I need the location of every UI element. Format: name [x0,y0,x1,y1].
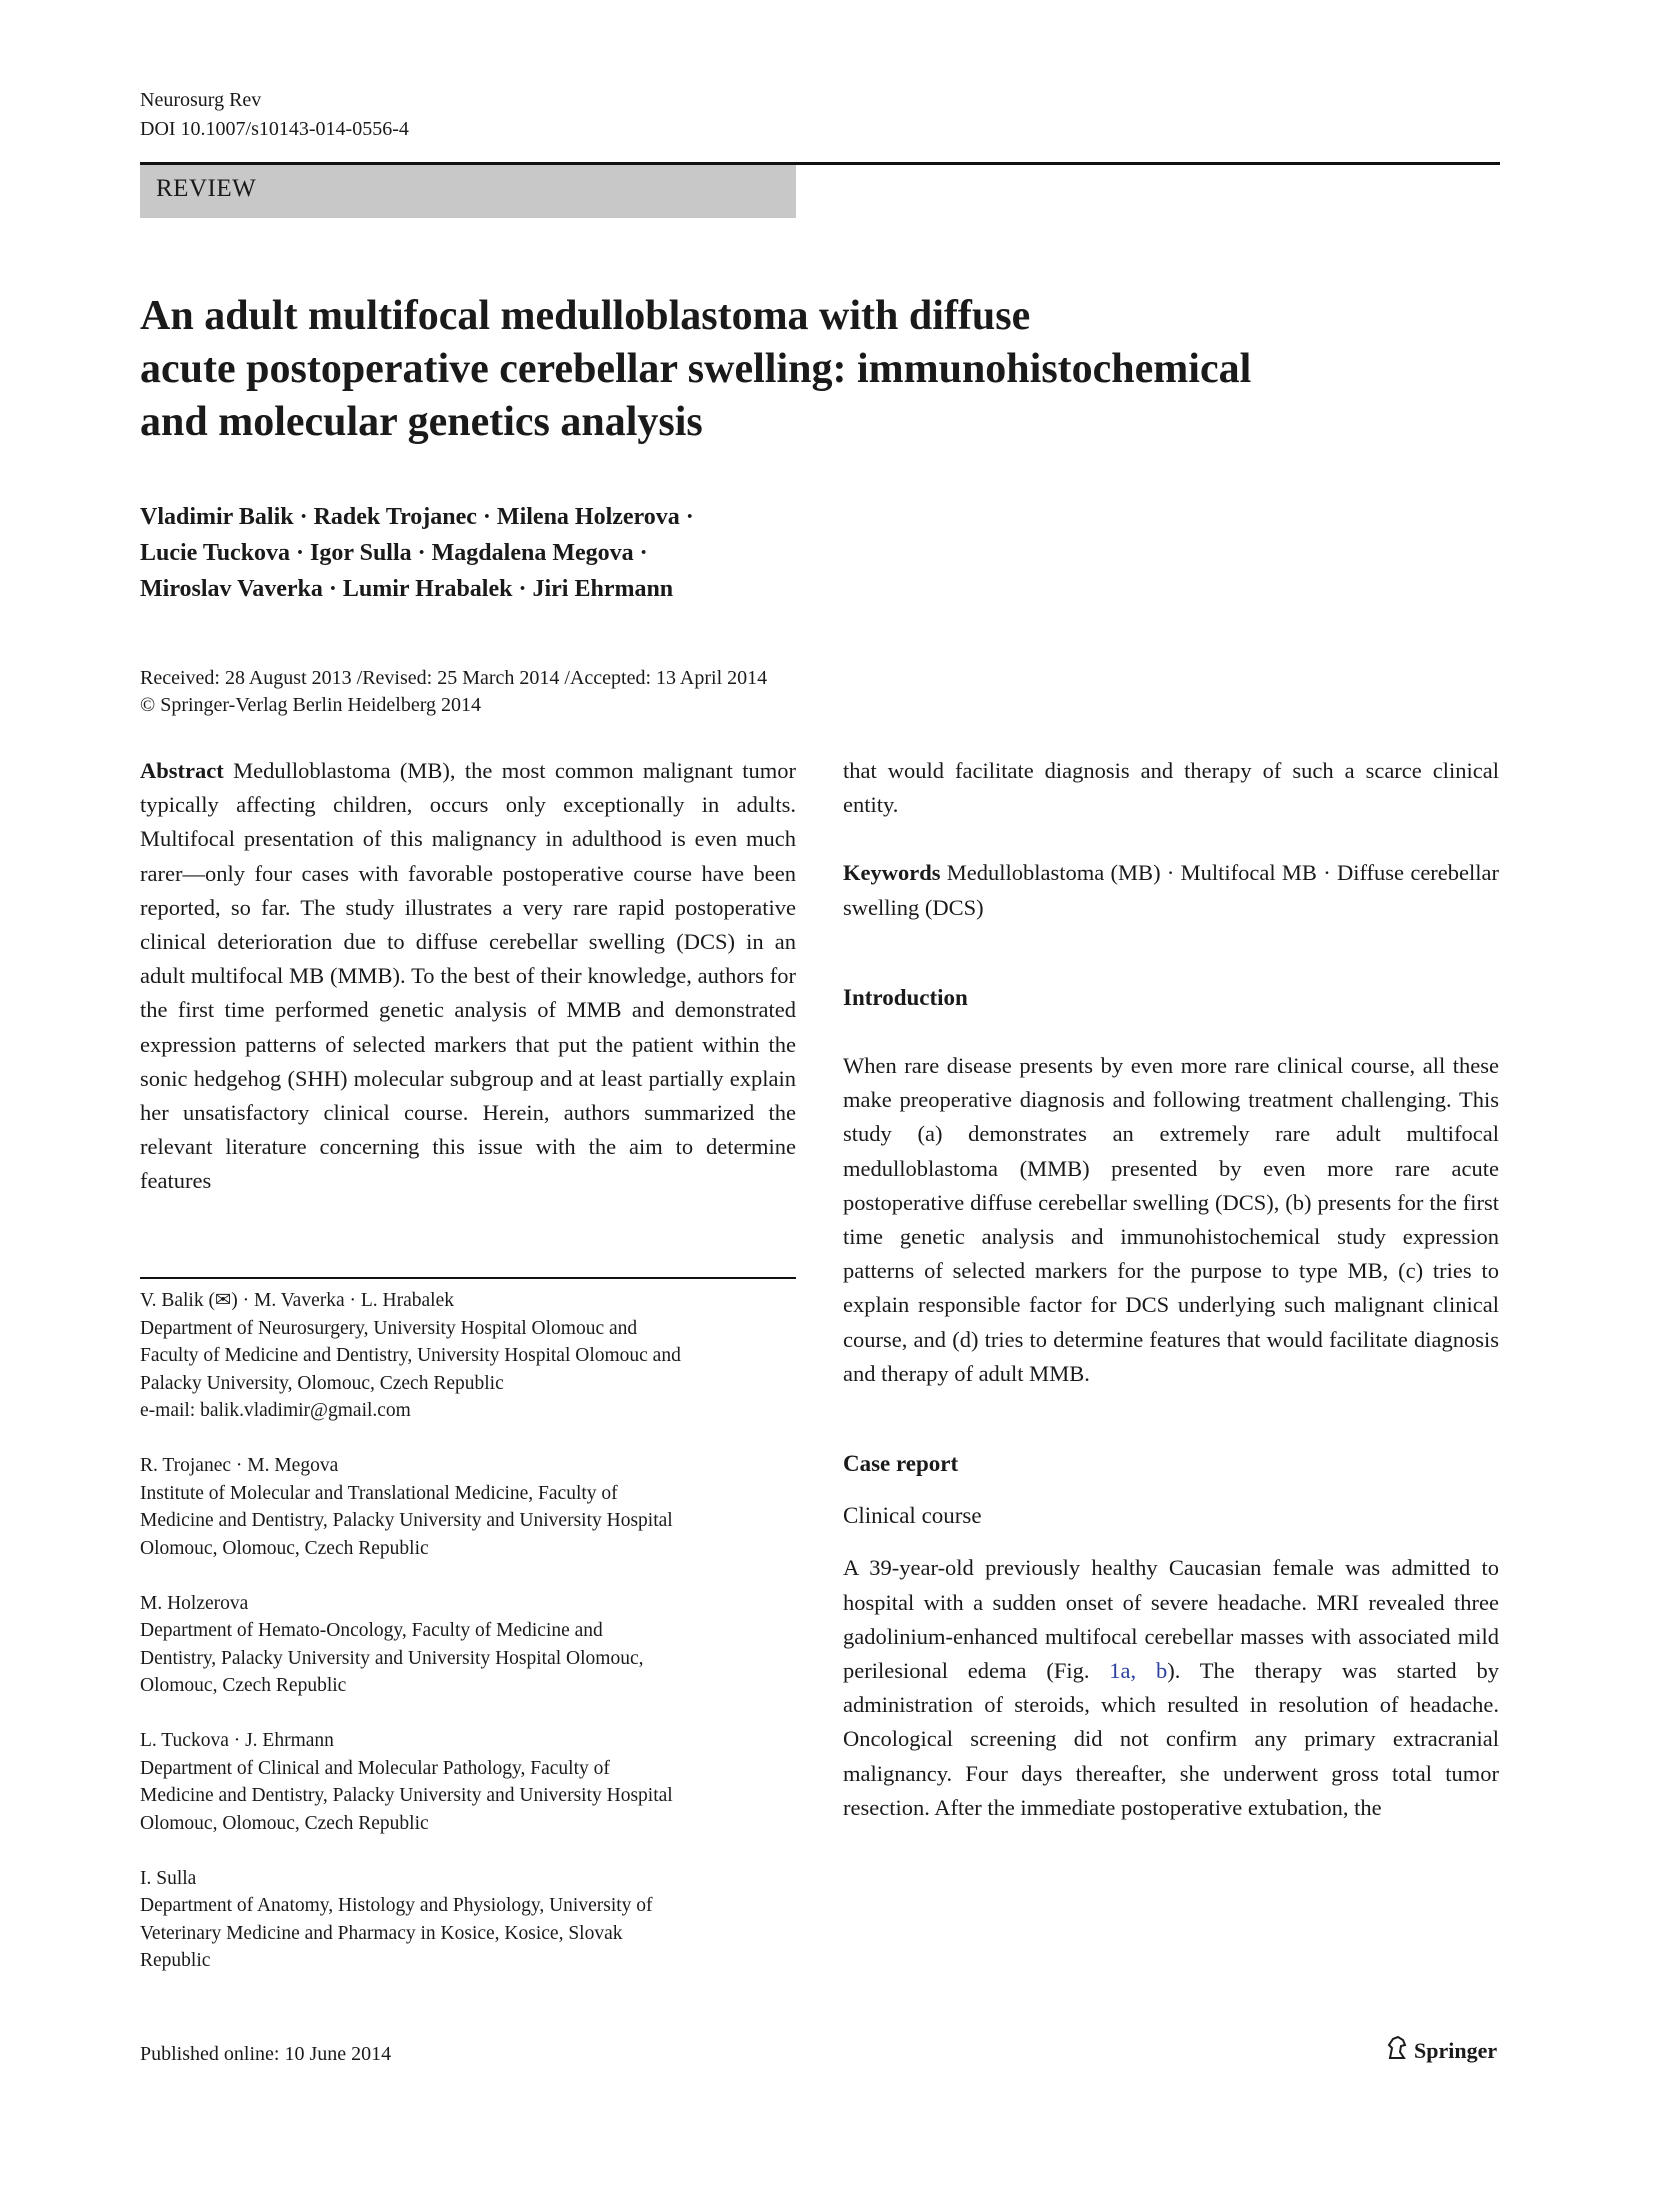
affiliation [140,1590,800,1700]
affiliation-names: V. Balik (✉) · M. Vaverka · L. Hrabalek [140,1290,454,1311]
author-line: Miroslav Vaverka · Lumir Hrabalek · Jiri Ehrmann [140,576,674,602]
abstract-text: Medulloblastoma (MB), the most common malignant tumor typically affecting children, occurs only exceptionally in adults. Multifocal presentation of this malignancy in adulthood is even much rarer—only four cases with favorable postoperative course have been reported, so far. The study illustrates a very rare rapid postoperative clinical deterioration due to diffuse cerebellar swelling (DCS) in an adult multifocal MB (MMB). To the best of their knowledge, authors for the first time performed genetic analysis of MMB and demonstrated expression patterns of selected markers that put the patient within the sonic hedgehog (SHH) molecular subgroup and at least partially explain her unsatisfactory clinical course. Herein, authors summarized the relevant literature concerning this issue with the aim to determine features [140,758,797,1194]
right-column [843,754,1499,1825]
affiliation [140,1452,800,1562]
author-line: Lucie Tuckova · Igor Sulla · Magdalena Megova · [140,540,648,566]
affiliation-line: Palacky University, Olomouc, Czech Republic [140,1372,504,1394]
affiliation-names: M. Holzerova [140,1592,249,1614]
keywords [843,856,1499,924]
affiliation-line: Department of Clinical and Molecular Pathology, Faculty of [140,1757,610,1779]
springer-horse-icon [1386,2036,1408,2066]
affiliation-line: Department of Hemato-Oncology, Faculty of Medicine and [140,1620,603,1641]
affiliation-line: Olomouc, Czech Republic [140,1675,347,1696]
title-line: and molecular genetics analysis [140,399,703,445]
affiliations [140,1287,800,2002]
affiliation-line: Medicine and Dentistry, Palacky University and University Hospital [140,1510,673,1531]
article-history [140,665,767,719]
introduction-text: When rare disease presents by even more rare clinical course, all these make preoperative diagnosis and following treatment challenging. This study (a) demonstrates an extremely rare adult multifocal medulloblastoma (MMB) presented by even more rare acute postoperative diffuse cerebellar swelling (DCS), (b) presents for the first time genetic analysis and immunohistochemical study expression patterns of selected markers for the purpose to type MB, (c) tries to explain responsible factor for DCS underlying such malignant clinical course, and (d) tries to determine features that would facilitate diagnosis and therapy of adult MMB. [843,1053,1499,1386]
journal-header [140,86,409,144]
section-label: REVIEW [156,175,257,202]
case-report-text [843,1551,1499,1825]
author-line: Vladimir Balik · Radek Trojanec · Milena Holzerova · [140,504,694,530]
affiliation-line: Institute of Molecular and Translational Medicine, Faculty of [140,1482,618,1504]
affiliation-rule [140,1277,796,1279]
case-text-after: ). The therapy was started by administration of steroids, which resulted in resolution of headache. Oncological screening did not confirm any primary extracranial malignancy. Four days thereafter, she underwent gross total tumor resection. After the immediate postoperative extubation, the [843,1658,1500,1820]
copyright: © Springer-Verlag Berlin Heidelberg 2014 [140,694,482,716]
affiliation-line: Medicine and Dentistry, Palacky University and University Hospital [140,1785,673,1806]
affiliation-line: Dentistry, Palacky University and University Hospital Olomouc, [140,1647,644,1669]
article-title [140,290,1440,449]
affiliation-email[interactable]: e-mail: balik.vladimir@gmail.com [140,1400,411,1421]
affiliation-line: Department of Anatomy, Histology and Physiology, University of [140,1895,653,1916]
abstract-paragraph [140,754,796,1199]
history-dates: Received: 28 August 2013 /Revised: 25 March 2014 /Accepted: 13 April 2014 [140,667,768,689]
affiliation-line: Veterinary Medicine and Pharmacy in Kosice, Kosice, Slovak [140,1922,623,1944]
journal-name: Neurosurg Rev [140,89,262,111]
abstract-continuation: that would facilitate diagnosis and therapy of such a scarce clinical entity. [843,758,1499,818]
affiliation-names: R. Trojanec · M. Megova [140,1455,339,1476]
published-date: Published online: 10 June 2014 [140,2043,392,2065]
introduction-heading: Introduction [843,984,968,1010]
affiliation-names: L. Tuckova · J. Ehrmann [140,1730,334,1751]
abstract-label: Abstract [140,758,224,783]
doi: DOI 10.1007/s10143-014-0556-4 [140,118,409,140]
clinical-course-subheading: Clinical course [843,1503,982,1529]
title-line: acute postoperative cerebellar swelling: immunohistochemical [140,346,1252,392]
affiliation-names: I. Sulla [140,1867,197,1889]
affiliation [140,1287,800,1425]
case-report-heading: Case report [843,1451,959,1477]
figure-link[interactable]: 1a, b [1109,1658,1168,1684]
keywords-text: Medulloblastoma (MB) · Multifocal MB · Diffuse cerebellar swelling (DCS) [843,860,1500,920]
affiliation-line: Olomouc, Olomouc, Czech Republic [140,1812,429,1834]
affiliation-line: Faculty of Medicine and Dentistry, University Hospital Olomouc and [140,1345,681,1366]
case-text-before: A 39-year-old previously healthy Caucasian female was admitted to hospital with a sudden onset of severe headache. MRI revealed three gadolinium-enhanced multifocal cerebellar masses with associated mild perilesional edema (Fig. [843,1555,1499,1684]
publisher-name: Springer [1414,2038,1498,2063]
author-list [140,499,694,607]
keywords-label: Keywords [843,860,941,886]
affiliation [140,1865,800,1975]
title-line: An adult multifocal medulloblastoma with diffuse [140,293,1031,339]
affiliation-line: Department of Neurosurgery, University Hospital Olomouc and [140,1317,638,1339]
affiliation-line: Republic [140,1950,211,1971]
abstract [140,754,796,1199]
affiliation-line: Olomouc, Olomouc, Czech Republic [140,1537,429,1559]
publisher-logo [1386,2036,1497,2066]
affiliation [140,1727,800,1837]
